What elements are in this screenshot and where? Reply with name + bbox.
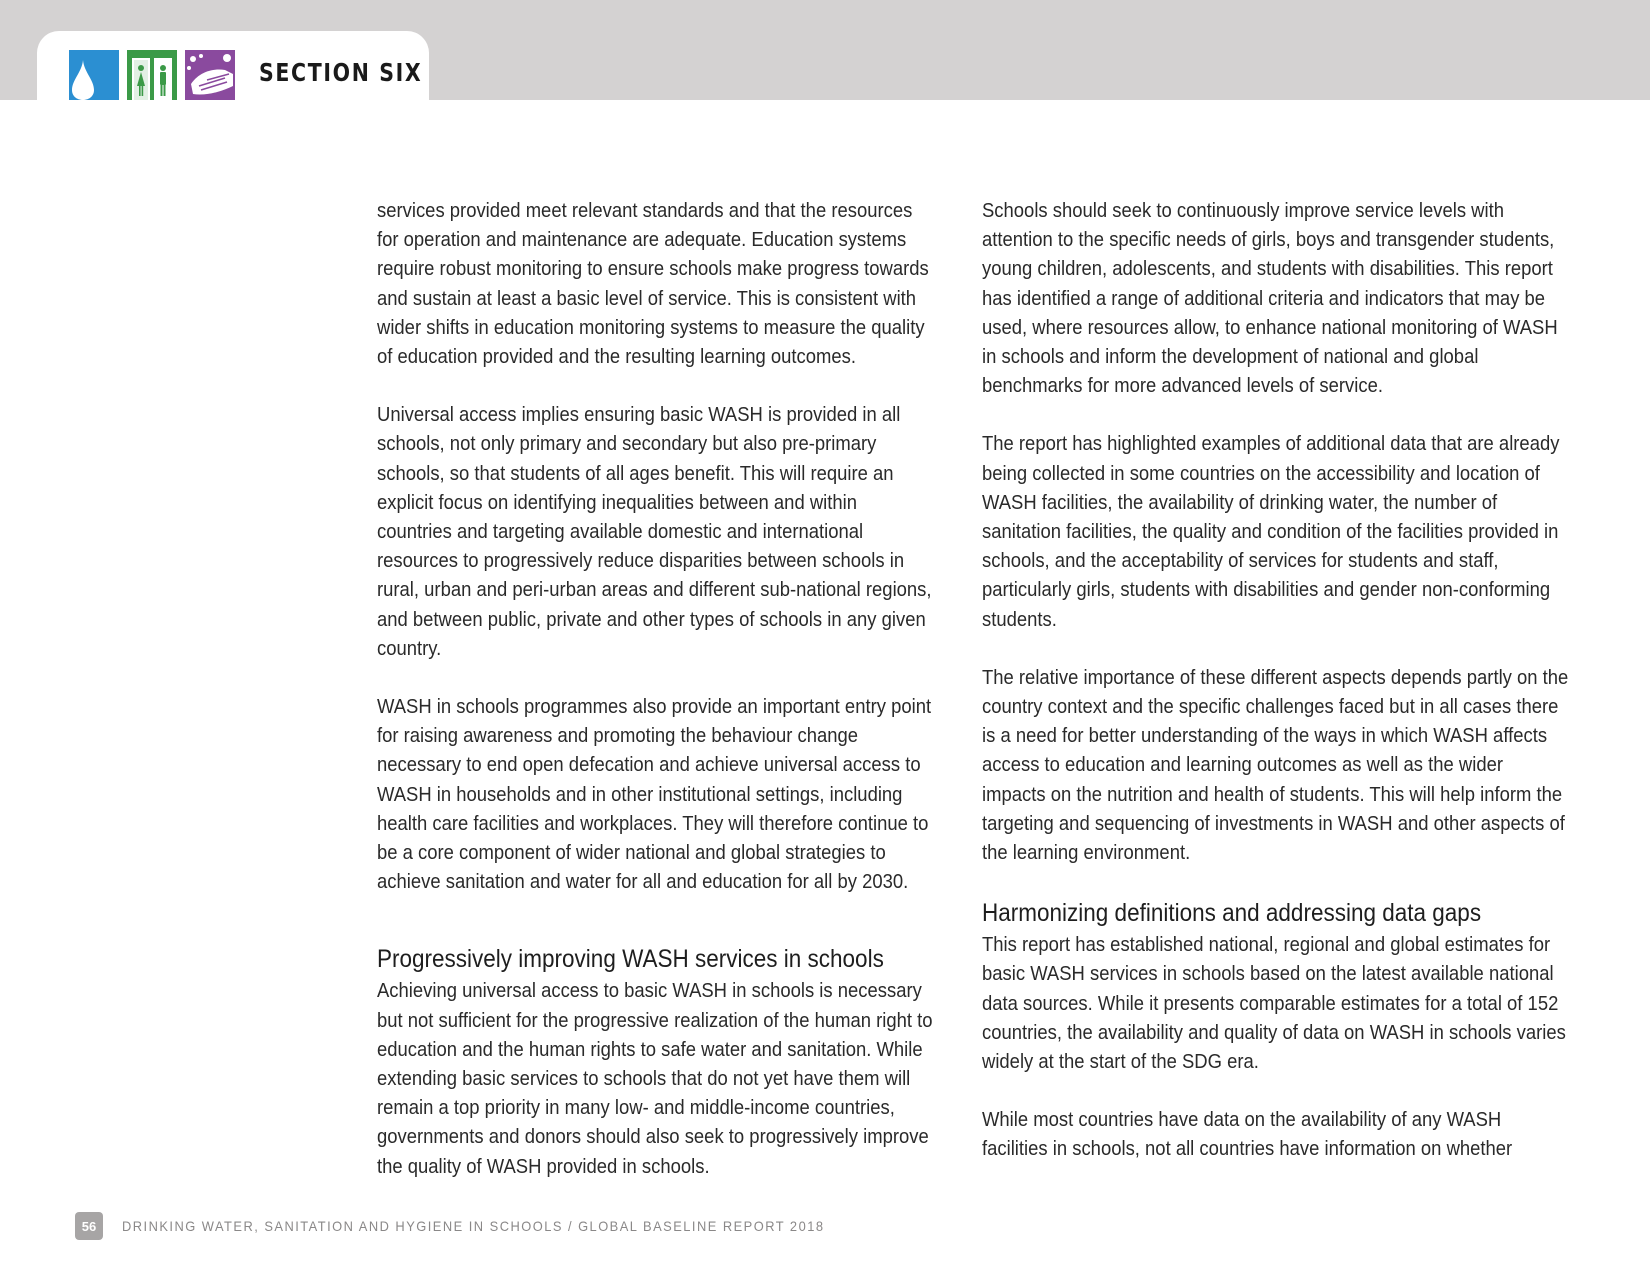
section-heading: Progressively improving WASH services in schools (377, 945, 884, 974)
section-heading: Harmonizing definitions and addressing data gaps (982, 899, 1482, 928)
water-drop-icon (69, 50, 119, 100)
body-paragraph: The relative importance of these different aspects depends partly on the country context and the specific challenges faced but in all cases there is a need for better understanding of the ways in which WASH affects access to education and learning outcomes as well as the wider impacts on the nutrition and health of students. This will help inform the targeting and sequencing of investments in WASH and other aspects of the learning environment. (982, 665, 1569, 865)
body-paragraph: Schools should seek to continuously improve service levels with attention to the specific needs of girls, boys and transgender students, young children, adolescents, and students with disabilities. This report has identified a range of additional criteria and indicators that may be used, where resources allow, to enhance national monitoring of WASH in schools and inform the development of national and global benchmarks for more advanced levels of service. (982, 199, 1558, 398)
body-paragraph: While most countries have data on the availability of any WASH facilities in schools, not all countries have information on whether (982, 1108, 1513, 1161)
report-title: DRINKING WATER, SANITATION AND HYGIENE IN SCHOOLS / GLOBAL BASELINE REPORT 2018 (122, 1218, 825, 1234)
section-title: SECTION SIX (259, 58, 423, 87)
wash-icons (69, 50, 235, 100)
page-footer (75, 1212, 886, 1240)
body-paragraph: This report has established national, regional and global estimates for basic WASH services in schools based on the latest available national data sources. While it presents comparable estimates for a total of 152 countries, the availability and quality of data on WASH in schools varies widely at the start of the SDG era. (982, 933, 1566, 1074)
left-column (377, 196, 937, 1210)
body-paragraph: Universal access implies ensuring basic WASH is provided in all schools, not only primary and secondary but also pre-primary schools, so that students of all ages benefit. This will require an explicit focus on identifying inequalities between and within countries and targeting available domestic and international resources to progressively reduce disparities between schools in rural, urban and peri-urban areas and different sub-national regions, and between public, private and other types of schools in any given country. (377, 403, 932, 660)
hygiene-handwashing-icon (185, 50, 235, 100)
body-paragraph: services provided meet relevant standards and that the resources for operation and maintenance are adequate. Education systems require robust monitoring to ensure schools make progress towards and sustain at least a basic level of service. This is consistent with wider shifts in education monitoring systems to measure the quality of education provided and the resulting learning outcomes. (377, 199, 929, 369)
body-paragraph: WASH in schools programmes also provide an important entry point for raising awareness and promoting the behaviour change necessary to end open defecation and achieve universal access to WASH in households and in other institutional settings, including health care facilities and workplaces. They will therefore continue to be a core component of wider national and global strategies to achieve sanitation and water for all and education for all by 2030. (377, 695, 932, 894)
body-paragraph: The report has highlighted examples of additional data that are already being collected in some countries on the accessibility and location of WASH facilities, the availability of drinking water, the number of sanitation facilities, the quality and condition of the facilities provided in schools, and the acceptability of services for students and staff, particularly girls, students with disabilities and gender non-conforming students. (982, 432, 1560, 631)
page-number: 56 (75, 1212, 103, 1240)
body-paragraph: Achieving universal access to basic WASH in schools is necessary but not sufficient for the progressive realization of the human right to education and the human rights to safe water and sanitation. While extending basic services to schools that do not yet have them will remain a top priority in many low- and middle-income countries, governments and donors should also seek to progressively improve the quality of WASH provided in schools. (377, 979, 933, 1178)
right-column (982, 196, 1572, 1193)
sanitation-toilet-icon (127, 50, 177, 100)
